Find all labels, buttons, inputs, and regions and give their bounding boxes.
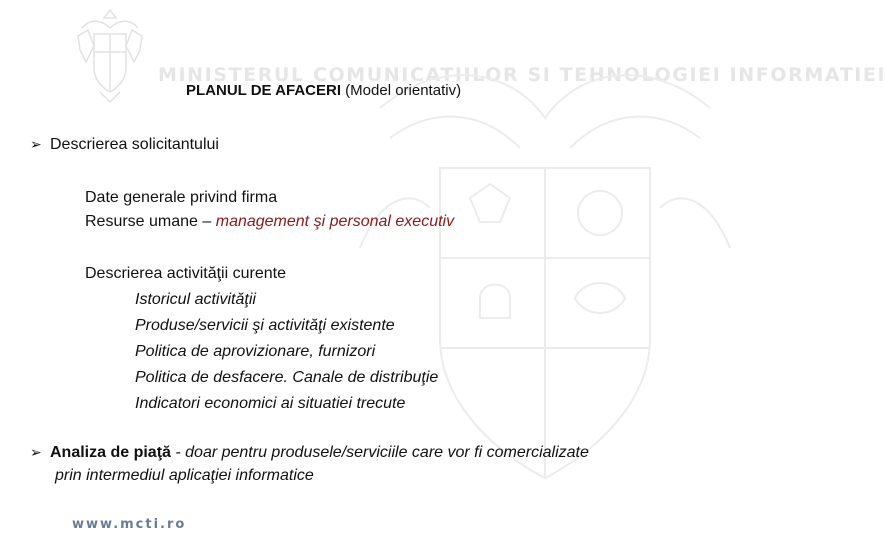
section-heading: Analiza de piaţă bbox=[50, 444, 171, 461]
line-highlight: management şi personal executiv bbox=[215, 213, 455, 230]
title-bold: PLANUL DE AFACERI bbox=[186, 82, 342, 99]
arrow-bullet-icon: ➢ bbox=[30, 137, 42, 153]
coat-of-arms-logo bbox=[70, 6, 150, 106]
line-prefix: Resurse umane – bbox=[85, 213, 216, 230]
page-title bbox=[186, 82, 461, 99]
line-date-generale: Date generale privind firma bbox=[85, 189, 278, 206]
subitem: Politica de desfacere. Canale de distribuţie bbox=[135, 369, 439, 386]
seal-watermark bbox=[360, 48, 730, 508]
arrow-bullet-icon: ➢ bbox=[30, 445, 42, 461]
line-descrierea-activitatii: Descrierea activităţii curente bbox=[85, 265, 286, 282]
section-note-cont: prin intermediul aplicaţiei informatice bbox=[55, 467, 314, 484]
ministry-watermark: MINISTERUL COMUNICATIILOR SI TEHNOLOGIEI INFORMATIEI bbox=[158, 64, 886, 86]
website-watermark: www.mcti.ro bbox=[72, 517, 187, 532]
title-rest: (Model orientativ) bbox=[341, 82, 462, 99]
section-note: - doar pentru produsele/serviciile care vor fi comercializate bbox=[170, 444, 589, 461]
subitem: Istoricul activităţii bbox=[135, 291, 256, 308]
section-descrierea bbox=[30, 136, 219, 154]
subitem: Produse/servicii şi activităţi existente bbox=[135, 317, 395, 334]
line-resurse-umane bbox=[85, 213, 454, 231]
section-analiza bbox=[30, 444, 589, 462]
subitem: Indicatori economici ai situatiei trecute bbox=[135, 395, 406, 412]
subitem: Politica de aprovizionare, furnizori bbox=[135, 343, 376, 360]
section-heading: Descrierea solicitantului bbox=[50, 136, 219, 153]
